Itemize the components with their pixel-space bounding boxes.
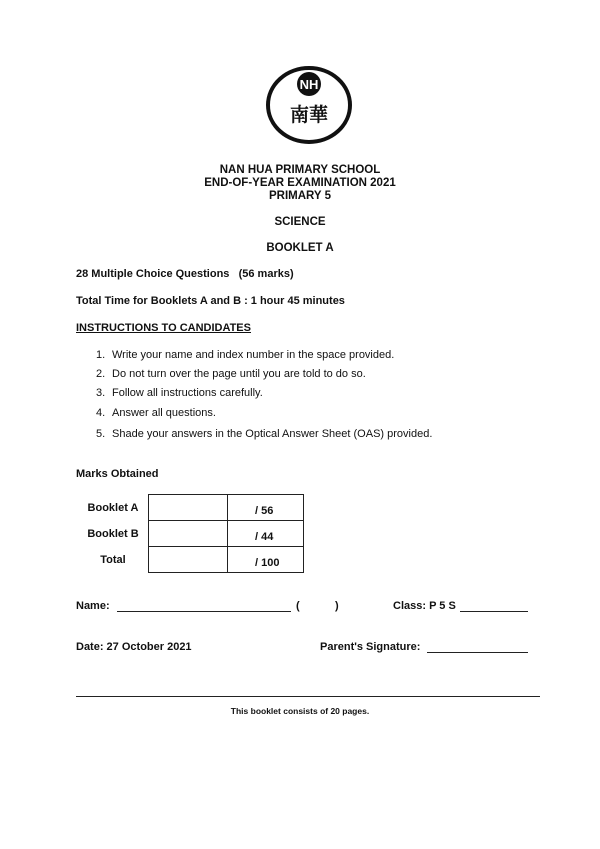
time-info: Total Time for Booklets A and B : 1 hour 45 minutes [76, 295, 345, 307]
page-count-note: This booklet consists of 20 pages. [230, 706, 370, 716]
instruction-text: Shade your answers in the Optical Answer Sheet (OAS) provided. [112, 428, 433, 440]
instruction-item [96, 368, 366, 380]
name-blank[interactable] [117, 602, 291, 612]
school-name: NAN HUA PRIMARY SCHOOL [219, 164, 381, 176]
score-cell [149, 547, 228, 573]
instruction-number: 4. [96, 407, 106, 419]
logo-monogram: NH [299, 77, 319, 92]
row-label: Booklet A [87, 501, 139, 514]
class-label: Class: P 5 S [393, 600, 456, 612]
logo-chinese-name: 南華 [289, 104, 329, 126]
signature-label: Parent's Signature: [320, 641, 421, 653]
instruction-text: Write your name and index number in the space provided. [112, 349, 395, 361]
instruction-item [96, 387, 263, 399]
instruction-number: 2. [96, 368, 106, 380]
instruction-text: Do not turn over the page until you are told to do so. [112, 368, 366, 380]
question-info [76, 268, 294, 280]
instructions-heading: INSTRUCTIONS TO CANDIDATES [76, 322, 251, 334]
instruction-item [96, 428, 432, 440]
table-row [78, 547, 304, 573]
marks-table [78, 494, 304, 573]
max-score: / 44 [228, 521, 304, 547]
booklet-title: BOOKLET A [266, 242, 334, 254]
marks-total: (56 marks) [238, 268, 294, 280]
name-label: Name: [76, 600, 110, 612]
exam-date: Date: 27 October 2021 [76, 641, 192, 653]
marks-obtained-heading: Marks Obtained [76, 468, 159, 480]
question-count: 28 Multiple Choice Questions [76, 268, 230, 280]
level: PRIMARY 5 [269, 190, 331, 202]
instruction-item [96, 349, 394, 361]
table-row [78, 521, 304, 547]
index-paren-close: ) [335, 600, 339, 612]
school-logo [266, 66, 352, 144]
instruction-text: Answer all questions. [112, 407, 216, 419]
instruction-number: 1. [96, 349, 106, 361]
instruction-number: 5. [96, 428, 106, 440]
exam-title: END-OF-YEAR EXAMINATION 2021 [204, 177, 396, 189]
max-score: / 100 [228, 547, 304, 573]
footer-divider [76, 696, 540, 697]
subject: SCIENCE [274, 216, 326, 228]
signature-blank[interactable] [427, 643, 528, 653]
class-blank[interactable] [460, 602, 528, 612]
score-cell [149, 495, 228, 521]
instruction-item [96, 407, 216, 419]
instruction-number: 3. [96, 387, 106, 399]
instruction-text: Follow all instructions carefully. [112, 387, 263, 399]
max-score: / 56 [228, 495, 304, 521]
row-label: Total [100, 553, 126, 566]
index-paren-open: ( [296, 600, 300, 612]
table-row [78, 495, 304, 521]
score-cell [149, 521, 228, 547]
row-label: Booklet B [87, 527, 139, 540]
